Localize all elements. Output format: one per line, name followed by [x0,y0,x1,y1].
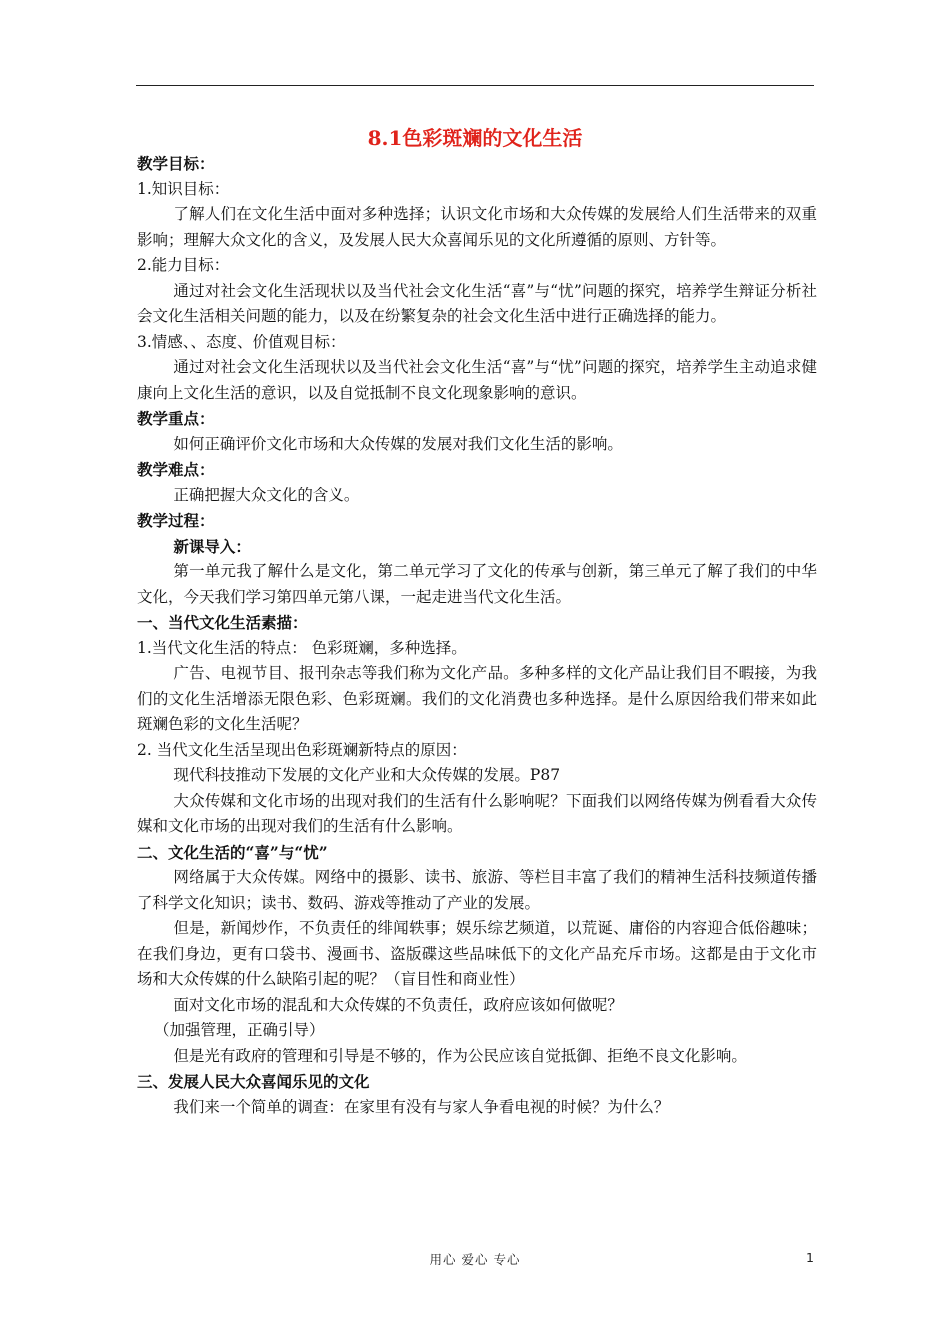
heading-section-one: 一、当代文化生活素描： [137,613,308,632]
page-title: 8.1色彩斑斓的文化生活 [367,126,583,150]
paragraph-reasons: 现代科技推动下发展的文化产业和大众传媒的发展。P87 [173,766,561,784]
paragraph-lesson-intro: 第一单元我了解什么是文化，第二单元学习了文化的传承与创新，第三单元了解了我们的中华文化，今天我们学习第四单元第八课，一起走进当代文化生活。 [137,562,817,606]
paragraph-government-question: 面对文化市场的混乱和大众传媒的不负责任，政府应该如何做呢？ [173,995,623,1014]
header-rule [136,85,814,86]
subheading-values-goal: 3.情感、、态度、价值观目标： [137,332,346,351]
paragraph-survey: 我们来一个简单的调查：在家里有没有与家人争看电视的时候？为什么？ [173,1097,670,1116]
subheading-lesson-intro: 新课导入： [173,536,251,556]
heading-section-three: 三、发展人民大众喜闻乐见的文化 [137,1072,370,1091]
document-body [137,151,817,1120]
heading-section-two: 二、文化生活的“喜”与“忧” [137,842,328,862]
paragraph-key-point: 如何正确评价文化市场和大众传媒的发展对我们文化生活的影响。 [173,434,623,453]
subheading-ability-goal: 2.能力目标： [137,256,230,274]
item-reasons: 2. 当代文化生活呈现出色彩斑斓新特点的原因： [137,740,467,759]
paragraph-media-problems: 但是，新闻炒作，不负责任的绯闻轶事；娱乐综艺频道，以荒诞、庸俗的内容迎合低俗趣味；在我们身边，更有口袋书、漫画书、盗版碟这些品味低下的文化产品充斥市场。这都是由于文化市场和大众传媒的什么缺陷引起的呢？（盲目性和商业性） [137,919,817,988]
paragraph-values-goal: 通过对社会文化生活现状以及当代社会文化生活“喜”与“忧”问题的探究，培养学生主动追求健康向上文化生活的意识，以及自觉抵制不良文化现象影响的意识。 [137,358,817,402]
paragraph-cultural-products: 广告、电视节目、报刊杂志等我们称为文化产品。多种多样的文化产品让我们目不暇接，为我们的文化生活增添无限色彩、色彩斑斓。我们的文化消费也多种选择。是什么原因给我们带来如此斑斓色彩的文化生活呢？ [137,664,817,733]
paragraph-government-answer: （加强管理，正确引导） [154,1021,325,1039]
heading-key-point: 教学重点： [137,409,215,428]
paragraph-difficulty: 正确把握大众文化的含义。 [173,485,360,504]
page-number: 1 [806,1250,814,1265]
subheading-knowledge-goal: 1.知识目标： [137,179,230,198]
footer-text: 用心 爱心 专心 [429,1252,521,1267]
paragraph-ability-goal: 通过对社会文化生活现状以及当代社会文化生活“喜”与“忧”问题的探究，培养学生辩证分析社会文化生活相关问题的能力，以及在纷繁复杂的社会文化生活中进行正确选择的能力。 [137,281,817,325]
paragraph-media-impact: 大众传媒和文化市场的出现对我们的生活有什么影响呢？下面我们以网络传媒为例看看大众传媒和文化市场的出现对我们的生活有什么影响。 [137,791,817,835]
paragraph-knowledge-goal: 了解人们在文化生活中面对多种选择；认识文化市场和大众传媒的发展给人们生活带来的双重影响；理解大众文化的含义，及发展人民大众喜闻乐见的文化所遵循的原则、方针等。 [137,205,817,249]
heading-teaching-objectives: 教学目标： [137,154,215,173]
heading-teaching-process: 教学过程： [137,511,215,530]
item-characteristics: 1.当代文化生活的特点： 色彩斑斓，多种选择。 [137,638,467,657]
heading-difficulty: 教学难点： [137,460,215,479]
paragraph-citizen-role: 但是光有政府的管理和引导是不够的，作为公民应该自觉抵御、拒绝不良文化影响。 [173,1046,747,1065]
paragraph-network-media: 网络属于大众传媒。网络中的摄影、读书、旅游、等栏目丰富了我们的精神生活科技频道传播了科学文化知识；读书、数码、游戏等推动了产业的发展。 [137,868,817,912]
